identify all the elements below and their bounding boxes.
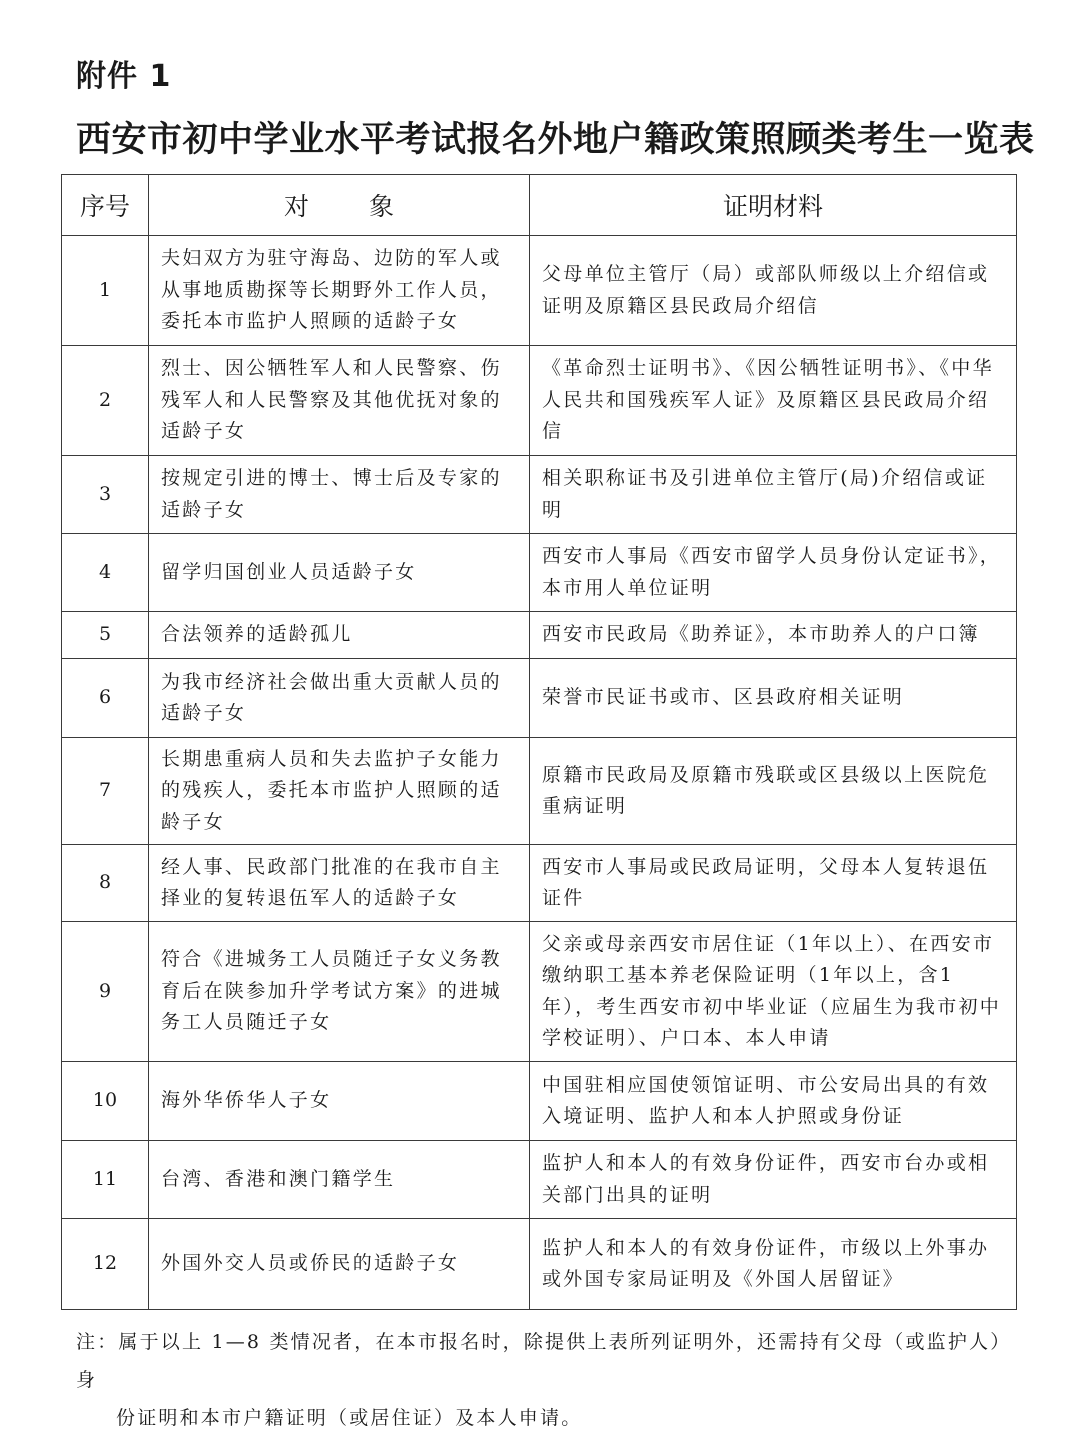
header-number: 序号 [62,175,149,236]
footnote [76,1323,1016,1437]
document-title: 西安市初中学业水平考试报名外地户籍政策照顾类考生一览表 [76,119,1035,160]
footnote-line-1: 注：属于以上 1—8 类情况者，在本市报名时，除提供上表所列证明外，还需持有父母（或监护人）身 [76,1331,1012,1391]
row-subject: 符合《进城务工人员随迁子女义务教育后在陕参加升学考试方案》的进城务工人员随迁子女 [149,922,530,1062]
table-row [62,1062,1017,1141]
header-subject-label: 对 象 [284,192,420,221]
row-proof: 《革命烈士证明书》、《因公牺牲证明书》、《中华人民共和国残疾军人证》及原籍区县民政局介绍信 [530,346,1017,456]
row-subject: 按规定引进的博士、博士后及专家的适龄子女 [149,456,530,534]
row-proof: 西安市民政局《助养证》，本市助养人的户口簿 [530,612,1017,659]
table-row [62,456,1017,534]
row-number: 10 [62,1062,149,1141]
attachment-label: 附件 1 [76,59,172,94]
row-proof: 中国驻相应国使领馆证明、市公安局出具的有效入境证明、监护人和本人护照或身份证 [530,1062,1017,1141]
row-subject: 留学归国创业人员适龄子女 [149,534,530,612]
row-proof: 西安市人事局或民政局证明，父母本人复转退伍证件 [530,845,1017,922]
row-number: 5 [62,612,149,659]
row-subject: 经人事、民政部门批准的在我市自主择业的复转退伍军人的适龄子女 [149,845,530,922]
row-subject: 台湾、香港和澳门籍学生 [149,1141,530,1219]
row-proof: 西安市人事局《西安市留学人员身份认定证书》，本市用人单位证明 [530,534,1017,612]
row-number: 3 [62,456,149,534]
table-row [62,534,1017,612]
footnote-line-2: 份证明和本市户籍证明（或居住证）及本人申请。 [116,1407,583,1429]
row-number: 9 [62,922,149,1062]
row-number: 7 [62,738,149,845]
row-proof: 监护人和本人的有效身份证件，市级以上外事办或外国专家局证明及《外国人居留证》 [530,1219,1017,1310]
header-proof: 证明材料 [530,175,1017,236]
table-row [62,1219,1017,1310]
policy-table [61,174,1017,1310]
row-proof: 相关职称证书及引进单位主管厅(局)介绍信或证明 [530,456,1017,534]
table-row [62,236,1017,346]
table-row [62,612,1017,659]
row-proof: 监护人和本人的有效身份证件，西安市台办或相关部门出具的证明 [530,1141,1017,1219]
row-subject: 烈士、因公牺牲军人和人民警察、伤残军人和人民警察及其他优抚对象的适龄子女 [149,346,530,456]
table-row [62,845,1017,922]
row-subject: 合法领养的适龄孤儿 [149,612,530,659]
table-row [62,346,1017,456]
row-proof: 父亲或母亲西安市居住证（1年以上）、在西安市缴纳职工基本养老保险证明（1年以上，含1年），考生西安市初中毕业证（应届生为我市初中学校证明）、户口本、本人申请 [530,922,1017,1062]
table-row [62,738,1017,845]
header-subject [149,175,530,236]
row-subject: 为我市经济社会做出重大贡献人员的适龄子女 [149,659,530,738]
row-number: 1 [62,236,149,346]
table-row [62,1141,1017,1219]
table-row [62,659,1017,738]
row-subject: 长期患重病人员和失去监护子女能力的残疾人，委托本市监护人照顾的适龄子女 [149,738,530,845]
row-number: 11 [62,1141,149,1219]
row-number: 12 [62,1219,149,1310]
row-number: 8 [62,845,149,922]
row-proof: 原籍市民政局及原籍市残联或区县级以上医院危重病证明 [530,738,1017,845]
row-number: 6 [62,659,149,738]
row-proof: 荣誉市民证书或市、区县政府相关证明 [530,659,1017,738]
table-row [62,922,1017,1062]
row-subject: 外国外交人员或侨民的适龄子女 [149,1219,530,1310]
table-header-row [62,175,1017,236]
row-proof: 父母单位主管厅（局）或部队师级以上介绍信或证明及原籍区县民政局介绍信 [530,236,1017,346]
row-subject: 夫妇双方为驻守海岛、边防的军人或从事地质勘探等长期野外工作人员，委托本市监护人照顾的适龄子女 [149,236,530,346]
row-subject: 海外华侨华人子女 [149,1062,530,1141]
row-number: 4 [62,534,149,612]
row-number: 2 [62,346,149,456]
